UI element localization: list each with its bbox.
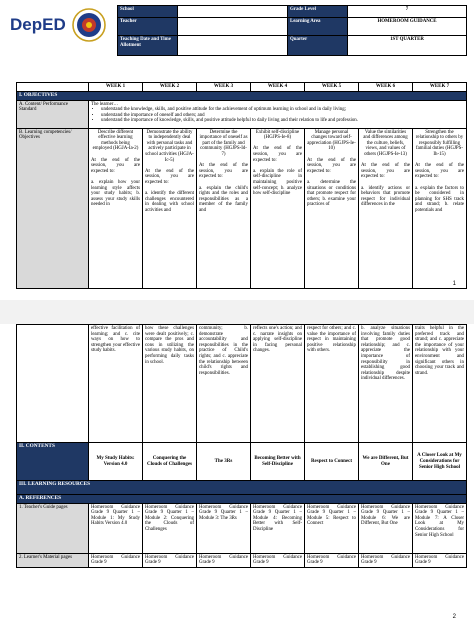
week-1-teachers-guide: Homeroom Guidance Grade 9 Quarter 1 – Module 1: My Study Habits Version 4.0 <box>89 503 143 553</box>
date-value <box>178 36 288 56</box>
week-2-learners-material: Homeroom Guidance Grade 9 <box>143 553 197 567</box>
school-label: School <box>118 6 178 18</box>
week-4-header: WEEK 4 <box>251 83 305 92</box>
week-1-learners-material: Homeroom Guidance Grade 9 <box>89 553 143 567</box>
week-3-header: WEEK 3 <box>197 83 251 92</box>
week-4-competency: Exhibit self-discipline (HGJPS-Ie-8) At the end of the session, you are expected to: a. explain the role of self-discipline in maintaining positive self-concept; b. analyze how self-discipline <box>251 128 305 288</box>
week-4-topic: Becoming Better with Self-Discipline <box>251 443 305 481</box>
page-2 <box>0 324 474 632</box>
week-4-learners-material: Homeroom Guidance Grade 9 <box>251 553 305 567</box>
header-table <box>117 5 467 56</box>
teacher-label: Teacher <box>118 18 178 36</box>
content-standard-label: A. Content/ Performance Standard <box>17 100 89 128</box>
page-1 <box>0 0 474 300</box>
week-3-topic: The 3Rs <box>197 443 251 481</box>
week-7-teachers-guide: Homeroom Guidance Grade 9 Quarter 1 – Module 7: A Closer Look at My Considerations for Senior High School <box>413 503 467 553</box>
week-6-header: WEEK 6 <box>359 83 413 92</box>
week-7-topic: A Closer Look at My Considerations for Senior High School <box>413 443 467 481</box>
week-5-teachers-guide: Homeroom Guidance Grade 9 Quarter 1 – Module 5: Respect to Connect <box>305 503 359 553</box>
week-5-header: WEEK 5 <box>305 83 359 92</box>
week-6-topic: We are Different, But One <box>359 443 413 481</box>
week-6-continued: b. analyze situations involving family duties that promote good relationship; and c. appreciate the importance of responsibility in establishing good relationship despite individual differences. <box>359 325 413 443</box>
week-3-competency: Determine the importance of oneself as part of the family and community (HGJPS-Id-7) At the end of the session, you are expected to: a. explain the child's rights and the roles and responsibilities as a member of the family and <box>197 128 251 288</box>
week-7-continued: traits helpful in the preferred track and strand; and c. appreciate the importance of your relationship with your environment and significant others in choosing your track and strand. <box>413 325 467 443</box>
week-6-competency: Value the similarities and differences among the culture, beliefs, views, and values of others (HGJPS-Ie-13) At the end of the session, you are expected to: a. identify actions or behaviors that promote respect for individual differences in the <box>359 128 413 288</box>
week-2-continued: how these challenges were dealt positively; c. compare the pros and cons in utilizing the various study habits, on performing daily tasks in school. <box>143 325 197 443</box>
page-number: 1 <box>452 281 456 287</box>
deped-logo <box>8 5 112 45</box>
week-5-continued: respect for others; and c. value the importance of respect in maintaining positive relationship with others. <box>305 325 359 443</box>
objectives-table <box>16 82 467 289</box>
area-value: HOMEROOM GUIDANCE <box>348 18 467 36</box>
grade-label: Grade Level <box>288 6 348 18</box>
week-2-competency: Demonstrate the ability to independently deal with personal tasks and actively participate in school activities (HGJA-Ic-5) At the end of the session, you are expected to: a. identify the different challenges encountered in dealing with school activities and <box>143 128 197 288</box>
week-6-learners-material: Homeroom Guidance Grade 9 <box>359 553 413 567</box>
week-3-teachers-guide: Homeroom Guidance Grade 9 Quarter 1 – Module 3: The 3Rs <box>197 503 251 553</box>
page-number: 2 <box>452 614 456 620</box>
content-item: • understand the knowledge, skills, and positive attitude for the achievement of optimum learning in school and in daily living; <box>101 107 464 113</box>
content-item: • understand the importance of knowledge, skills, and positive attitude helpful to daily living and their relation to life and profession. <box>101 118 464 124</box>
week-3-continued: community; b. demonstrate accountability and responsibilities in the practice of Child's rights; and c. appreciate the relationship between child's rights and responsibilities. <box>197 325 251 443</box>
week-2-topic: Conquering the Clouds of Challenges <box>143 443 197 481</box>
week-header-row <box>17 83 467 92</box>
week-2-header: WEEK 2 <box>143 83 197 92</box>
objectives-heading: I. OBJECTIVES <box>17 92 467 101</box>
quarter-label: Quarter <box>288 36 348 56</box>
week-7-header: WEEK 7 <box>413 83 467 92</box>
week-1-competency: Describe different effective learning methods being employed (HGJA-Ia-2) At the end of the session, you are expected to: a. explain how your learning style affects your study habits; b. assess your study skills needed in <box>89 128 143 288</box>
quarter-value: 1ST QUARTER <box>348 36 467 56</box>
contents-heading: II. CONTENTS <box>17 443 89 481</box>
week-5-topic: Respect to Connect <box>305 443 359 481</box>
week-1-topic: My Study Habits: Version 4.0 <box>89 443 143 481</box>
content-standard <box>89 100 467 128</box>
week-7-learners-material: Homeroom Guidance Grade 9 <box>413 553 467 567</box>
week-5-competency: Manage personal changes toward self-appreciation (HGJPS-Ie-10) At the end of the session, you are expected to: a. determine the situations or conditions that promote respect for others; b. examine your practices of <box>305 128 359 288</box>
week-4-teachers-guide: Homeroom Guidance Grade 9 Quarter 1 – Module 4: Becoming Better with Self-Discipline <box>251 503 305 553</box>
week-5-learners-material: Homeroom Guidance Grade 9 <box>305 553 359 567</box>
content-item: • understand the importance of oneself and others; and <box>101 113 464 119</box>
school-value <box>178 6 288 18</box>
week-7-competency: Strengthen the relationship to others by responsibly fulfilling familial duties (HGJPS-Ih-15) At the end of the session, you are expected to: a. explain the factors to be considered in planning for SHS track and strand; b. relate potentials and <box>413 128 467 288</box>
references-heading: A. REFERENCES <box>17 495 467 504</box>
grade-value: 7 <box>348 6 467 18</box>
competency-label: B. Learning competencies/ Objectives <box>17 128 89 288</box>
week-3-learners-material: Homeroom Guidance Grade 9 <box>197 553 251 567</box>
contents-table <box>16 324 467 568</box>
teacher-value <box>178 18 288 36</box>
teachers-guide-label: 1. Teacher's Guide pages <box>17 503 89 553</box>
learners-material-label: 2. Learner's Material pages <box>17 553 89 567</box>
content-intro: The learner… <box>91 101 119 107</box>
date-label: Teaching Date and Time Allotment <box>118 36 178 56</box>
logo-text: DepED <box>10 15 66 34</box>
area-label: Learning Area <box>288 18 348 36</box>
week-1-continued: effective facilitation of learning; and c. cite ways on how to strengthen your effective study habits. <box>89 325 143 443</box>
week-6-teachers-guide: Homeroom Guidance Grade 9 Quarter 1 – Module 6: We are Different, But One <box>359 503 413 553</box>
week-1-header: WEEK 1 <box>89 83 143 92</box>
resources-heading: III. LEARNING RESOURCES <box>17 481 467 495</box>
week-4-continued: reflects one's action; and c. narrate insights on applying self-discipline in facing personal changes. <box>251 325 305 443</box>
week-2-teachers-guide: Homeroom Guidance Grade 9 Quarter 1 – Module 2: Conquering the Clouds of Challenges <box>143 503 197 553</box>
